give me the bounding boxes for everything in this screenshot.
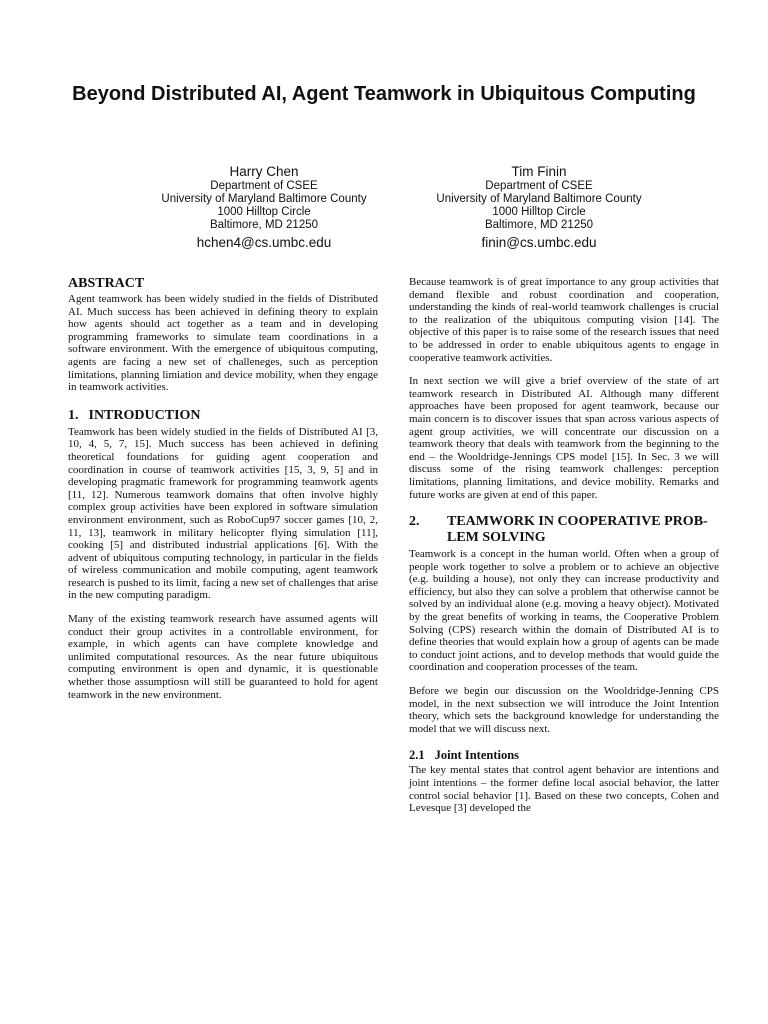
paragraph: Before we begin our discussion on the Wooldridge-Jenning CPS model, in the next subsection we will introduce the Joint Intention theory, which sets the background knowledge for understanding the model that we will discuss next. [409, 685, 719, 735]
author-name: Harry Chen [229, 164, 299, 179]
subsection-number: 2.1 [409, 748, 425, 763]
author-dept: Department of CSEE [485, 180, 593, 192]
section-heading-introduction [68, 408, 378, 424]
paragraph: Many of the existing teamwork research have assumed agents will conduct their group activites in a controllable environment, for example, in which agents can have complete knowledge and unlimited computational resources. As the near future ubiquitous computing environment is open and dynamic, it is questionable whether those assumptiosn will still be guaranteed to hold for agent teamwork in the new environment. [68, 613, 378, 701]
paragraph: Teamwork has been widely studied in the fields of Distributed AI [3, 10, 4, 5, 7, 15]. Much success has been achieved in defining theoretical foundations for guiding agent cooperation and coordination in course of teamwork activities [15, 3, 9, 5] and in developing pragmatic framework for programming teamwork agents [11, 12]. Numerous teamwork domains that often involve highly complex group activities have been explored in software simulation environment environment, such as RoboCup97 soccer games [10, 2, 11, 13], teamwork in military helicopter flying simulation [11], cooking [5] and distributed industrial applications [6]. With the advent of ubiquitous computing technology, in particular in the fields of wireless communication and mobile computing, agent teamwork research is pushed to its limit, facing a new set of challenges that arise in the new computing paradigm. [68, 425, 378, 602]
right-column [409, 276, 719, 826]
section-title-line: LEM SOLVING [447, 530, 546, 546]
paragraph: In next section we will give a brief overview of the state of art teamwork research in Distributed AI. Although many different approaches have been proposed for agent teamwork, because our main concern is to discover issues that span across various aspects of agent group activities, we will concentrate our discussion on a teamwork theory that deals with teamwork from the beginning to the end – the Wooldridge-Jennings CPS model [15]. In Sec. 3 we will discuss some of the rising teamwork challenges: perception limitations, planning limitations, and device mobility. Remarks and future works are given at end of this paper. [409, 375, 719, 501]
section-title: INTRODUCTION [88, 407, 201, 423]
paragraph: The key mental states that control agent behavior are intentions and joint intentions – the former define local asocial behavior, the latter control social behavior [1]. Based on these two concepts, Cohen and Levesque [3] developed the [409, 764, 719, 815]
paper-title: Beyond Distributed AI, Agent Teamwork in Ubiquitous Computing [72, 83, 696, 105]
subsection-title: Joint Intentions [434, 748, 520, 763]
author-city: Baltimore, MD 21250 [209, 219, 319, 231]
abstract-text: Agent teamwork has been widely studied in the fields of Distributed AI. Much success has been achieved in defining theory to explain how agents should act together as a team and in developing programming frameworks to simulate team coordinations in a software environment. With the emergence of ubiquitous computing, agents are facing a new set of challeneges, such as perception limitations, planning limiation and device mobility, when they engage in teamwork activities. [68, 293, 378, 394]
section-number: 1. [68, 407, 79, 423]
left-column [68, 276, 378, 712]
author-city: Baltimore, MD 21250 [484, 219, 594, 231]
paragraph: Because teamwork is of great importance to any group activities that demand flexible and robust coordination and cooperation, understanding the kinds of real-world teamwork challenges is crucial to the realization of the ubiquitous computing vision [14]. The objective of this paper is to raise some of the research issues that need to be addressed in order to enable ubiquitous agents to engage in cooperative teamwork activities. [409, 276, 719, 364]
author-street: 1000 Hilltop Circle [217, 206, 311, 218]
paragraph: Teamwork is a concept in the human world. Often when a group of people work together to solve a problem or to achieve an objective (e.g. building a house), not only they can increase productivity and efficiency, but also they can solve a problem that otherwise cannot be solved by an individual alone (e.g. moving a heavy object). Motivated by the great benefits of working in teams, the Cooperative Problem Solving (CPS) research within the domain of Distributed AI is to define theories that would explain how a group of agents can be made to conduct joint actions, and to develop methods that would guide the coordination and cooperation processes of the team. [409, 548, 719, 674]
author-email: hchen4@cs.umbc.edu [196, 235, 332, 250]
author-dept: Department of CSEE [210, 180, 318, 192]
abstract-heading: ABSTRACT [68, 276, 145, 291]
subsection-heading-joint-intentions [409, 748, 719, 763]
author-name: Tim Finin [511, 164, 567, 179]
section-title-line: TEAMWORK IN COOPERATIVE PROB- [447, 514, 708, 530]
section-title [447, 514, 708, 546]
author-affiliation: University of Maryland Baltimore County [436, 193, 642, 205]
author-affiliation: University of Maryland Baltimore County [161, 193, 367, 205]
section-number: 2. [409, 514, 420, 530]
author-email: finin@cs.umbc.edu [481, 235, 597, 250]
section-heading-teamwork [409, 514, 719, 546]
author-block-1 [104, 163, 424, 252]
author-block-2 [379, 163, 699, 252]
author-street: 1000 Hilltop Circle [492, 206, 586, 218]
